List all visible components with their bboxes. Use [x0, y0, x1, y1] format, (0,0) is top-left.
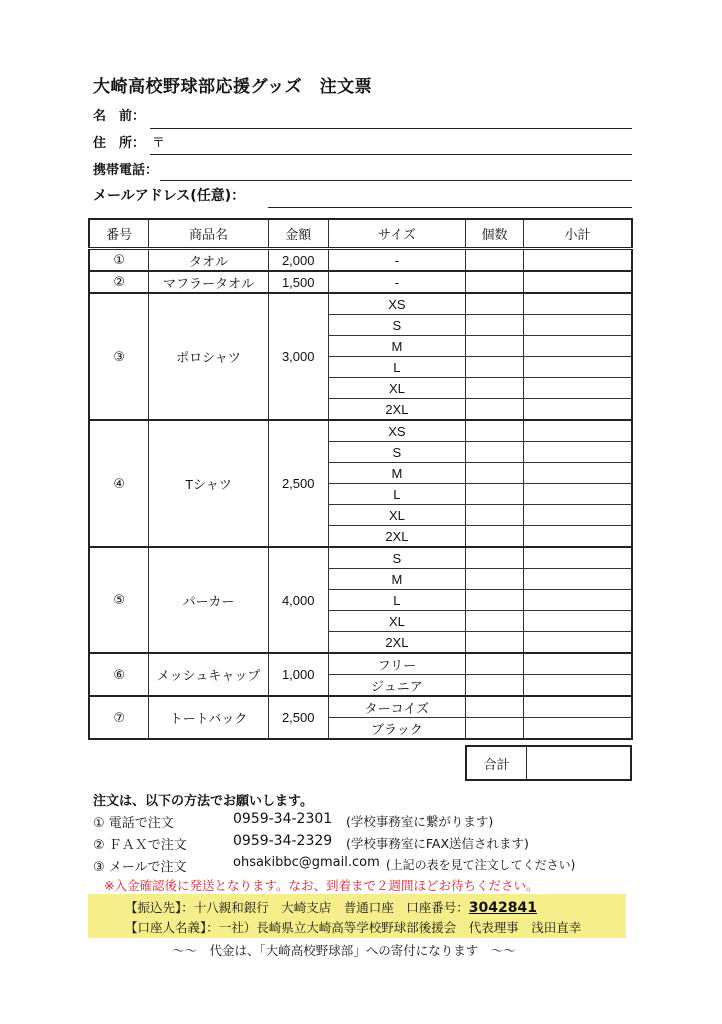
order-table [88, 218, 633, 740]
subtotal-cell[interactable] [523, 505, 632, 526]
method-fax-label: ② ＦＡＸで注文 [93, 838, 187, 853]
item-size: XL [328, 611, 465, 632]
method-phone-note: (学校事務室に繋がります) [346, 814, 494, 829]
donation-footer: 〜〜 代金は、「大崎高校野球部」への寄付になります 〜〜 [172, 943, 516, 958]
table-row [89, 293, 632, 315]
address-field[interactable] [150, 154, 632, 155]
transfer-label: 【振込先】 [125, 900, 182, 915]
phone-label: 携帯電話： [93, 163, 159, 178]
subtotal-cell[interactable] [523, 718, 632, 740]
item-size: L [328, 590, 465, 611]
item-number: ① [89, 249, 149, 272]
method-email-label: ③ メールで注文 [93, 860, 187, 875]
item-price: 2,000 [268, 249, 328, 272]
item-size: XL [328, 378, 465, 399]
header-number: 番号 [89, 219, 149, 249]
method-phone-number: 0959-34-2301 [233, 811, 333, 827]
total-box [465, 745, 632, 781]
quantity-cell[interactable] [466, 463, 524, 484]
item-number: ② [89, 271, 149, 293]
email-label: メールアドレス(任意)： [93, 188, 246, 204]
item-size: S [328, 547, 465, 569]
holder-text: ：一社）長崎県立大崎高等学校野球部後援会 代表理事 浅田直幸 [206, 920, 582, 935]
quantity-cell[interactable] [466, 526, 524, 548]
item-size: XS [328, 293, 465, 315]
subtotal-cell[interactable] [523, 632, 632, 654]
item-number: ④ [89, 420, 149, 547]
item-price: 1,000 [268, 653, 328, 696]
shipping-notice: ※入金確認後に発送となります。なお、到着まで２週間ほどお待ちください。 [104, 878, 539, 893]
subtotal-cell[interactable] [523, 315, 632, 336]
name-label: 名 前： [93, 109, 146, 124]
holder-label: 【口座人名義】 [125, 920, 207, 935]
item-number: ⑦ [89, 696, 149, 739]
subtotal-cell[interactable] [523, 463, 632, 484]
total-label: 合計 [467, 747, 527, 779]
item-size: L [328, 484, 465, 505]
table-row [89, 271, 632, 293]
quantity-cell[interactable] [466, 611, 524, 632]
item-size: ターコイズ [328, 696, 465, 718]
item-name: タオル [149, 249, 269, 272]
quantity-cell[interactable] [466, 718, 524, 740]
quantity-cell[interactable] [466, 675, 524, 697]
item-size: XS [328, 420, 465, 442]
quantity-cell[interactable] [466, 271, 524, 293]
quantity-cell[interactable] [466, 293, 524, 315]
subtotal-cell[interactable] [523, 420, 632, 442]
quantity-cell[interactable] [466, 653, 524, 675]
quantity-cell[interactable] [466, 569, 524, 590]
item-name: Tシャツ [149, 420, 269, 547]
quantity-cell[interactable] [466, 378, 524, 399]
quantity-cell[interactable] [466, 696, 524, 718]
page-title: 大崎高校野球部応援グッズ 注文票 [93, 77, 373, 97]
quantity-cell[interactable] [466, 484, 524, 505]
subtotal-cell[interactable] [523, 336, 632, 357]
method-fax-note: (学校事務室にFAX送信されます) [346, 836, 529, 851]
table-row [89, 653, 632, 675]
order-methods-intro: 注文は、以下の方法でお願いします。 [93, 794, 313, 809]
item-number: ③ [89, 293, 149, 420]
subtotal-cell[interactable] [523, 357, 632, 378]
subtotal-cell[interactable] [523, 696, 632, 718]
item-size: M [328, 336, 465, 357]
item-name: トートバック [149, 696, 269, 739]
item-price: 1,500 [268, 271, 328, 293]
item-price: 2,500 [268, 696, 328, 739]
payment-transfer-line [125, 898, 537, 916]
item-size: フリー [328, 653, 465, 675]
item-number: ⑥ [89, 653, 149, 696]
subtotal-cell[interactable] [523, 249, 632, 272]
item-size: S [328, 442, 465, 463]
payment-holder-line [125, 918, 581, 936]
item-name: メッシュキャップ [149, 653, 269, 696]
item-size: S [328, 315, 465, 336]
item-price: 4,000 [268, 547, 328, 653]
item-size: 2XL [328, 526, 465, 548]
quantity-cell[interactable] [466, 420, 524, 442]
total-value[interactable] [527, 747, 630, 779]
method-fax-number: 0959-34-2329 [233, 833, 333, 849]
subtotal-cell[interactable] [523, 675, 632, 697]
item-size: 2XL [328, 399, 465, 421]
header-subtotal: 小計 [523, 219, 632, 249]
address-label: 住 所： [93, 136, 146, 151]
table-header-row [89, 219, 632, 249]
quantity-cell[interactable] [466, 442, 524, 463]
subtotal-cell[interactable] [523, 442, 632, 463]
subtotal-cell[interactable] [523, 526, 632, 548]
postal-mark: 〒 [152, 136, 166, 151]
header-product: 商品名 [149, 219, 269, 249]
item-name: パーカー [149, 547, 269, 653]
quantity-cell[interactable] [466, 632, 524, 654]
header-quantity: 個数 [466, 219, 524, 249]
item-size: - [328, 249, 465, 272]
table-row [89, 696, 632, 718]
subtotal-cell[interactable] [523, 271, 632, 293]
subtotal-cell[interactable] [523, 399, 632, 421]
item-name: ポロシャツ [149, 293, 269, 420]
header-price: 金額 [268, 219, 328, 249]
subtotal-cell[interactable] [523, 484, 632, 505]
subtotal-cell[interactable] [523, 590, 632, 611]
table-row [89, 420, 632, 442]
subtotal-cell[interactable] [523, 569, 632, 590]
account-number: 3042841 [468, 900, 537, 916]
subtotal-cell[interactable] [523, 653, 632, 675]
subtotal-cell[interactable] [523, 547, 632, 569]
item-size: - [328, 271, 465, 293]
item-price: 3,000 [268, 293, 328, 420]
quantity-cell[interactable] [466, 336, 524, 357]
method-email-address[interactable]: ohsakibbc@gmail.com [233, 855, 380, 870]
item-size: XL [328, 505, 465, 526]
item-size: M [328, 569, 465, 590]
item-name: マフラータオル [149, 271, 269, 293]
subtotal-cell[interactable] [523, 293, 632, 315]
item-size: M [328, 463, 465, 484]
item-price: 2,500 [268, 420, 328, 547]
email-field[interactable] [268, 207, 632, 208]
item-size: ブラック [328, 718, 465, 740]
quantity-cell[interactable] [466, 249, 524, 272]
item-size: ジュニア [328, 675, 465, 697]
name-field[interactable] [150, 128, 632, 129]
item-number: ⑤ [89, 547, 149, 653]
quantity-cell[interactable] [466, 315, 524, 336]
transfer-text: ：十八親和銀行 大崎支店 普通口座 口座番号： [181, 900, 469, 915]
subtotal-cell[interactable] [523, 378, 632, 399]
quantity-cell[interactable] [466, 547, 524, 569]
quantity-cell[interactable] [466, 505, 524, 526]
item-size: L [328, 357, 465, 378]
quantity-cell[interactable] [466, 357, 524, 378]
table-row [89, 249, 632, 272]
quantity-cell[interactable] [466, 399, 524, 421]
header-size: サイズ [328, 219, 465, 249]
subtotal-cell[interactable] [523, 611, 632, 632]
method-phone-label: ① 電話で注文 [93, 816, 174, 831]
table-row [89, 547, 632, 569]
quantity-cell[interactable] [466, 590, 524, 611]
item-size: 2XL [328, 632, 465, 654]
method-email-note: (上記の表を見て注文してください) [386, 858, 576, 872]
phone-field[interactable] [160, 180, 632, 181]
